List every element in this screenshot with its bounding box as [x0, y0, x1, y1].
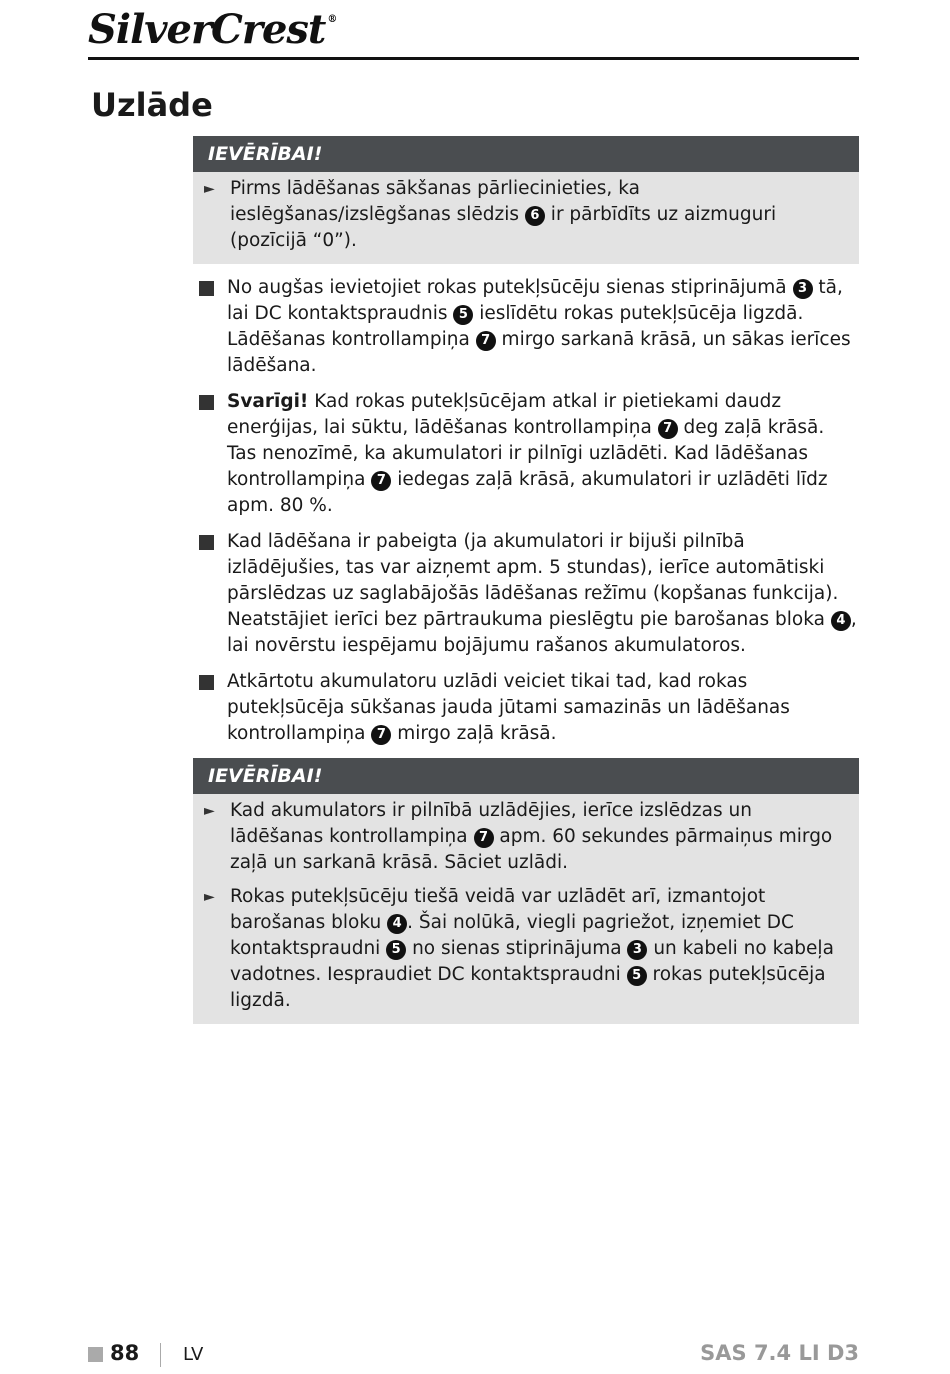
notice-item [193, 176, 859, 254]
footer-divider [160, 1343, 161, 1367]
text: No augšas ievietojiet rokas putekļsūcēju sienas stiprinājumā [227, 277, 793, 298]
footer-square-icon [88, 1347, 103, 1362]
text: Rokas putekļsūcēju tiešā veidā var uzlādēt arī, izmantojot barošanas bloku [230, 886, 766, 933]
number-badge: 4 [831, 611, 851, 631]
brand-logo [88, 6, 336, 53]
number-badge: 7 [371, 471, 391, 491]
text: Kad rokas putekļsūcējam atkal ir pietiekami daudz enerģijas, lai sūktu, lādēšanas kontrollampiņa [227, 391, 782, 438]
list-item [193, 389, 859, 519]
number-badge: 7 [476, 331, 496, 351]
language-code: LV [183, 1344, 204, 1365]
notice-body [193, 794, 859, 1024]
text: no sienas stiprinājuma [406, 938, 628, 959]
instruction-list [193, 275, 859, 747]
list-item [193, 275, 859, 379]
text: Pirms lādēšanas sākšanas pārliecinieties, ka ieslēgšanas/izslēgšanas slēdzis [230, 178, 640, 225]
number-badge: 7 [371, 725, 391, 745]
square-bullet-icon [199, 395, 214, 410]
content [193, 136, 859, 1024]
notice-heading: IEVĒRĪBAI! [193, 136, 859, 172]
text: Atkārtotu akumulatoru uzlādi veiciet tikai tad, kad rokas putekļsūcēja sūkšanas jauda jūtami samazinās un lādēšanas kontrollampiņa [227, 671, 790, 744]
text: mirgo zaļā krāsā. [391, 723, 557, 744]
arrow-icon: ► [204, 889, 215, 905]
page-title: Uzlāde [91, 86, 213, 124]
text: apm. 60 sekundes pārmaiņus mirgo zaļā un sarkanā krāsā. Sāciet uzlādi. [230, 826, 833, 873]
notice-heading: IEVĒRĪBAI! [193, 758, 859, 794]
arrow-icon: ► [204, 803, 215, 819]
number-badge: 7 [474, 828, 494, 848]
number-badge: 7 [658, 419, 678, 439]
square-bullet-icon [199, 281, 214, 296]
number-badge: 5 [627, 966, 647, 986]
text: ir pārbīdīts uz aizmuguri (pozīcijā “0”). [230, 204, 777, 251]
text: un kabeli no kabeļa vadotnes. Iespraudiet DC kontaktspraudni [230, 938, 834, 985]
brand-name: SilverCrest [88, 6, 326, 53]
text: tā, lai DC kontaktspraudnis [227, 277, 843, 324]
square-bullet-icon [199, 675, 214, 690]
number-badge: 5 [386, 940, 406, 960]
square-bullet-icon [199, 535, 214, 550]
text: deg zaļā krāsā. Tas nenozīmē, ka akumulatori ir pilnīgi uzlādēti. Kad lādēšanas kontrollampiņa [227, 417, 825, 490]
text: mirgo sarkanā krāsā, un sākas ierīces lādēšana. [227, 329, 851, 376]
list-item [193, 669, 859, 747]
number-badge: 5 [453, 305, 473, 325]
arrow-icon: ► [204, 181, 215, 197]
number-badge: 4 [387, 914, 407, 934]
list-item [193, 529, 859, 659]
text: Kad lādēšana ir pabeigta (ja akumulatori ir bijuši pilnībā izlādējušies, tas var aizņemt apm. 5 stundas), ierīce automātiski pārslēdzas uz saglabājošās lādēšanas režīmu (kopšanas funkcija). Neatstājiet ierīci bez pārtraukuma pieslēgtu pie barošanas bloka [227, 531, 839, 630]
number-badge: 3 [793, 279, 813, 299]
model-name: SAS 7.4 LI D3 [700, 1341, 859, 1365]
emphasis: Svarīgi! [227, 391, 309, 412]
text: . Šai nolūkā, viegli pagriežot, izņemiet DC kontaktspraudni [230, 912, 794, 959]
text: Kad akumulators ir pilnībā uzlādējies, ierīce izslēdzas un lādēšanas kontrollampiņa [230, 800, 752, 847]
registered-mark: ® [327, 14, 337, 25]
text: ieslīdētu rokas putekļsūcēja ligzdā. Lādēšanas kontrollampiņa [227, 303, 804, 350]
page-number: 88 [110, 1341, 140, 1365]
notice-item [193, 884, 859, 1014]
header-rule [88, 57, 859, 60]
notice-box-2 [193, 758, 859, 1024]
notice-item [193, 798, 859, 876]
notice-box-1 [193, 136, 859, 264]
text: , lai novērstu iespējamu bojājumu rašanos akumulatoros. [227, 609, 857, 656]
text: rokas putekļsūcēja ligzdā. [230, 964, 826, 1011]
number-badge: 6 [525, 206, 545, 226]
number-badge: 3 [627, 940, 647, 960]
notice-body [193, 172, 859, 264]
text: iedegas zaļā krāsā, akumulatori ir uzlādēti līdz apm. 80 %. [227, 469, 828, 516]
